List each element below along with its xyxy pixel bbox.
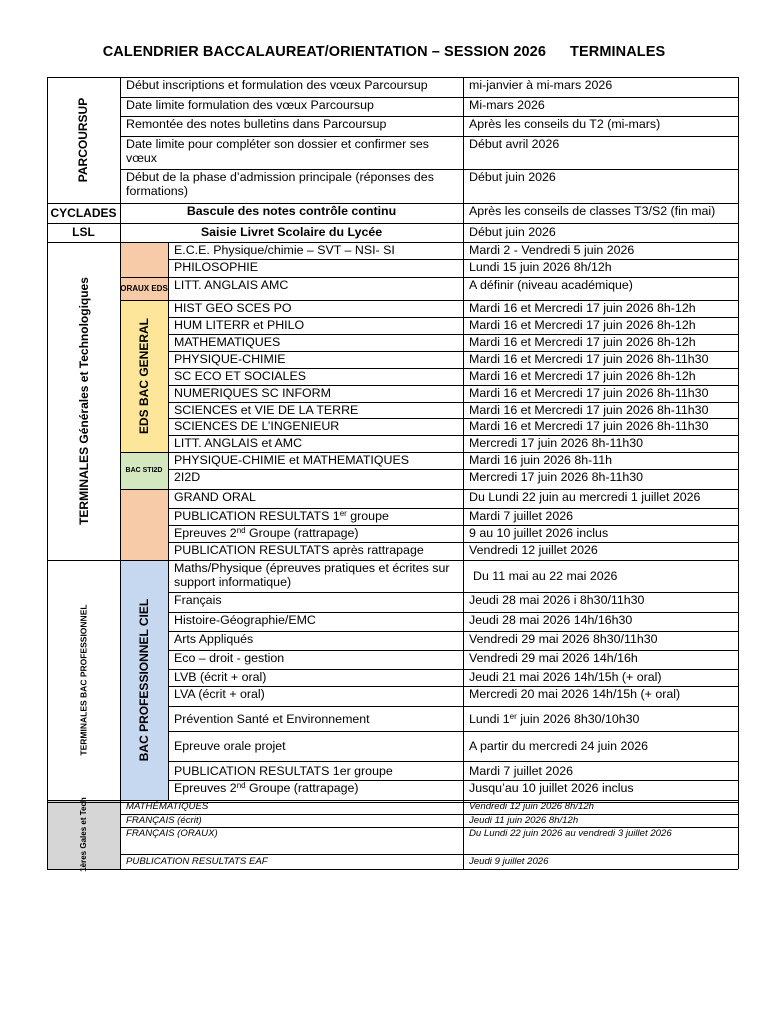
pro-date: A partir du mercredi 24 juin 2026: [469, 739, 649, 753]
exam-subject: PHILOSOPHIE: [174, 260, 259, 274]
table-rule-horizontal: [120, 814, 738, 815]
peach-band-top: [120, 242, 168, 277]
exam-subject: SC ECO ET SOCIALES: [174, 369, 306, 383]
table-rule-horizontal: [47, 869, 738, 870]
table-rule-horizontal: [120, 452, 168, 453]
pro-subject: Français: [174, 593, 222, 607]
text-part: Groupe (rattrapage): [245, 526, 359, 540]
section-parcoursup: [47, 77, 120, 203]
exam-subject: LITT. ANGLAIS et AMC: [174, 436, 303, 450]
exam-date: Mardi 2 - Vendredi 5 juin 2026: [469, 243, 635, 257]
title-main: CALENDRIER BACCALAUREAT/ORIENTATION – SESSION 2026: [102, 44, 547, 60]
exam-date: Mardi 16 et Mercredi 17 juin 2026 8h-12h: [469, 318, 696, 332]
table-rule-vertical: [47, 77, 48, 869]
table-rule-horizontal: [120, 136, 738, 137]
table-rule-horizontal: [47, 800, 738, 801]
table-rule-horizontal: [168, 525, 738, 526]
pro-subject: Eco – droit - gestion: [174, 651, 285, 665]
pro-subject: Epreuve orale projet: [174, 739, 286, 753]
table-rule-horizontal: [168, 669, 738, 670]
parcoursup-task: Date limite pour compléter son dossier et confirmer ses vœux: [126, 137, 430, 165]
table-rule-horizontal: [168, 469, 738, 470]
pro-subject: LVB (écrit + oral): [174, 670, 267, 684]
exam-subject: LITT. ANGLAIS AMC: [174, 278, 289, 292]
table-rule-vertical: [168, 242, 169, 800]
table-rule-horizontal: [168, 780, 738, 781]
superscript: nd: [236, 781, 246, 790]
parcoursup-date: mi-janvier à mi-mars 2026: [469, 78, 613, 92]
exam-date: Mardi 16 et Mercredi 17 juin 2026 8h-12h: [469, 335, 696, 349]
cyclades-task: Bascule des notes contrôle continu: [186, 204, 397, 218]
table-rule-horizontal: [168, 259, 738, 260]
table-rule-horizontal: [168, 452, 738, 453]
premieres-subject: FRANÇAIS (écrit): [126, 815, 202, 826]
exam-subject: HIST GEO SCES PO: [174, 301, 292, 315]
section-terminales-gt-text: TERMINALES Générales et Technologiques: [76, 277, 91, 525]
exam-subject: E.C.E. Physique/chimie – SVT – NSI- SI: [174, 243, 395, 257]
premieres-subject: MATHÉMATIQUES: [126, 801, 209, 812]
table-rule-horizontal: [120, 97, 738, 98]
table-rule-horizontal: [120, 169, 738, 170]
exam-subject: GRAND ORAL: [174, 490, 256, 504]
premieres-subject: PUBLICATION RESULTATS EAF: [126, 856, 268, 867]
table-rule-horizontal: [47, 560, 738, 561]
pro-date: Du 11 mai au 22 mai 2026: [473, 569, 618, 583]
exam-date: Mardi 16 et Mercredi 17 juin 2026 8h-12h: [469, 301, 696, 315]
table-rule-horizontal: [168, 612, 738, 613]
pro-subject: Maths/Physique (épreuves pratiques et écrites sur support informatique): [174, 561, 450, 589]
exam-date: Mercredi 17 juin 2026 8h-11h30: [469, 436, 644, 450]
premieres-date: Jeudi 9 juillet 2026: [469, 856, 549, 867]
pro-date: Jusqu’au 10 juillet 2026 inclus: [469, 781, 634, 795]
text-part: Groupe (rattrapage): [245, 781, 359, 795]
table-rule-horizontal: [120, 116, 738, 117]
table-rule-horizontal: [47, 203, 738, 204]
exam-subject: PUBLICATION RESULTATS après rattrapage: [174, 543, 424, 557]
exam-date: 9 au 10 juillet 2026 inclus: [469, 526, 609, 540]
exam-subject: SCIENCES DE L’INGENIEUR: [174, 419, 340, 433]
title-level: TERMINALES: [570, 44, 666, 60]
calendar-table: [47, 77, 738, 872]
section-bac-pro-ciel: [120, 560, 168, 800]
parcoursup-date: Début avril 2026: [469, 137, 560, 151]
premieres-date: Du Lundi 22 juin 2026 au vendredi 3 juillet 2026: [469, 828, 672, 839]
parcoursup-date: Mi-mars 2026: [469, 98, 545, 112]
table-rule-horizontal: [168, 761, 738, 762]
table-rule-horizontal: [120, 854, 738, 855]
pro-date: Jeudi 28 mai 2026 i 8h30/11h30: [469, 593, 645, 607]
table-rule-horizontal: [47, 242, 738, 243]
table-rule-horizontal: [168, 686, 738, 687]
cyclades-date: Après les conseils de classes T3/S2 (fin mai): [469, 204, 716, 218]
text-part: Epreuves 2: [174, 781, 237, 795]
table-rule-horizontal: [168, 351, 738, 352]
section-eds-bac-general-text: EDS BAC GENERAL: [137, 317, 152, 435]
pro-date: Vendredi 29 mai 2026 8h30/11h30: [469, 632, 658, 646]
table-rule-horizontal: [47, 223, 738, 224]
section-terminales-pro: [47, 560, 120, 800]
exam-subject: PHYSIQUE-CHIMIE: [174, 352, 286, 366]
exam-date: Mardi 16 et Mercredi 17 juin 2026 8h-11h30: [469, 386, 709, 400]
premieres-subject: FRANÇAIS (ORAUX): [126, 828, 218, 839]
exam-date: Mardi 16 et Mercredi 17 juin 2026 8h-11h30: [469, 352, 709, 366]
table-rule-horizontal: [168, 300, 738, 301]
exam-date: Mardi 16 et Mercredi 17 juin 2026 8h-11h30: [469, 403, 709, 417]
table-rule-horizontal: [168, 418, 738, 419]
peach-band-bottom: [120, 489, 168, 560]
pro-subject: Histoire-Géographie/EMC: [174, 613, 316, 627]
table-rule-horizontal: [168, 402, 738, 403]
premieres-date: Jeudi 11 juin 2026 8h/12h: [469, 815, 579, 826]
table-rule-horizontal: [168, 435, 738, 436]
table-rule-horizontal: [168, 277, 738, 278]
lsl-task: Saisie Livret Scolaire du Lycée: [200, 225, 383, 239]
parcoursup-task: Date limite formulation des vœux Parcoursup: [126, 98, 374, 112]
superscript: nd: [236, 526, 246, 535]
exam-date: Mardi 16 juin 2026 8h-11h: [469, 453, 613, 467]
pro-subject: Arts Appliqués: [174, 632, 254, 646]
exam-date: Mercredi 17 juin 2026 8h-11h30: [469, 470, 644, 484]
table-rule-vertical: [463, 77, 464, 869]
table-rule-horizontal: [168, 334, 738, 335]
parcoursup-task: Remontée des notes bulletins dans Parcoursup: [126, 117, 387, 131]
section-lsl: LSL: [72, 225, 95, 239]
section-parcoursup-text: PARCOURSUP: [76, 97, 91, 183]
exam-subject: SCIENCES et VIE DE LA TERRE: [174, 403, 359, 417]
table-rule-horizontal: [168, 542, 738, 543]
pro-date: Mardi 7 juillet 2026: [469, 763, 574, 778]
parcoursup-task: Début de la phase d’admission principale (réponses des formations): [126, 170, 434, 198]
table-rule-horizontal: [168, 650, 738, 651]
table-rule-horizontal: [120, 489, 168, 490]
parcoursup-task: Début inscriptions et formulation des vœux Parcoursup: [126, 78, 428, 92]
exam-subject: HUM LITERR et PHILO: [174, 318, 305, 332]
section-terminales-gt: [47, 242, 120, 560]
section-oraux-eds: ORAUX EDS: [120, 284, 168, 293]
pro-date: Vendredi 29 mai 2026 14h/16h: [469, 651, 638, 665]
section-bac-sti2d: BAC STI2D: [125, 466, 163, 474]
exam-subject: 2I2D: [174, 470, 201, 484]
exam-date: Vendredi 12 juillet 2026: [469, 543, 598, 557]
table-rule-horizontal: [168, 731, 738, 732]
pro-date: [463, 706, 738, 731]
premieres-date: Vendredi 12 juin 2026 8h/12h: [469, 801, 594, 812]
exam-subject: MATHEMATIQUES: [174, 335, 281, 349]
section-premieres: [47, 797, 120, 872]
exam-date: Mardi 7 juillet 2026: [469, 509, 574, 523]
pro-subject: Prévention Santé et Environnement: [174, 711, 370, 726]
table-rule-horizontal: [168, 489, 738, 490]
exam-date: A définir (niveau académique): [469, 278, 633, 292]
text-part: groupe: [346, 509, 389, 523]
table-rule-horizontal: [47, 77, 738, 78]
page-title: [0, 44, 768, 60]
exam-date: Lundi 15 juin 2026 8h/12h: [469, 260, 612, 274]
text-part: PUBLICATION RESULTATS 1: [174, 509, 340, 523]
table-rule-horizontal: [168, 385, 738, 386]
table-rule-vertical: [120, 77, 121, 869]
pro-date: Jeudi 21 mai 2026 14h/15h (+ oral): [469, 670, 662, 684]
section-premieres-text: 1ères Gales et Tech: [79, 797, 88, 872]
exam-subject: PHYSIQUE-CHIMIE et MATHEMATIQUES: [174, 453, 409, 467]
parcoursup-date: Après les conseils du T2 (mi-mars): [469, 117, 661, 131]
pro-subject: LVA (écrit + oral): [174, 687, 265, 701]
exam-subject: [168, 525, 463, 542]
pro-subject: [168, 780, 463, 800]
exam-date: Mardi 16 et Mercredi 17 juin 2026 8h-12h: [469, 369, 696, 383]
exam-date: Du Lundi 22 juin au mercredi 1 juillet 2026: [469, 490, 701, 504]
pro-date: Jeudi 28 mai 2026 14h/16h30: [469, 613, 633, 627]
table-rule-horizontal: [168, 631, 738, 632]
table-rule-vertical: [738, 77, 739, 869]
exam-subject: NUMERIQUES SC INFORM: [174, 386, 331, 400]
text-part: Epreuves 2: [174, 526, 237, 540]
pro-date: Mercredi 20 mai 2026 14h/15h (+ oral): [469, 687, 681, 701]
table-rule-horizontal: [120, 277, 168, 278]
text-part: juin 2026 8h30/10h30: [516, 711, 640, 726]
table-rule-horizontal: [120, 300, 168, 301]
text-part: Lundi 1: [469, 711, 510, 726]
parcoursup-date: Début juin 2026: [469, 170, 556, 184]
table-rule-horizontal: [168, 317, 738, 318]
exam-subject: [168, 508, 463, 525]
pro-subject: PUBLICATION RESULTATS 1er groupe: [174, 763, 393, 778]
section-cyclades: CYCLADES: [50, 205, 117, 220]
table-rule-horizontal: [168, 706, 738, 707]
table-rule-horizontal: [47, 802, 738, 803]
superscript: er: [339, 509, 347, 518]
table-rule-horizontal: [120, 827, 738, 828]
table-rule-horizontal: [168, 368, 738, 369]
table-rule-horizontal: [168, 592, 738, 593]
superscript: er: [509, 711, 517, 721]
lsl-date: Début juin 2026: [469, 225, 556, 239]
section-eds-bac-general: [120, 300, 168, 452]
section-bac-pro-ciel-text: BAC PROFESSIONNEL CIEL: [137, 598, 151, 762]
exam-date: Mardi 16 et Mercredi 17 juin 2026 8h-11h30: [469, 419, 709, 433]
section-terminales-pro-text: TERMINALES BAC PROFESSIONNEL: [78, 604, 89, 756]
table-rule-horizontal: [168, 508, 738, 509]
